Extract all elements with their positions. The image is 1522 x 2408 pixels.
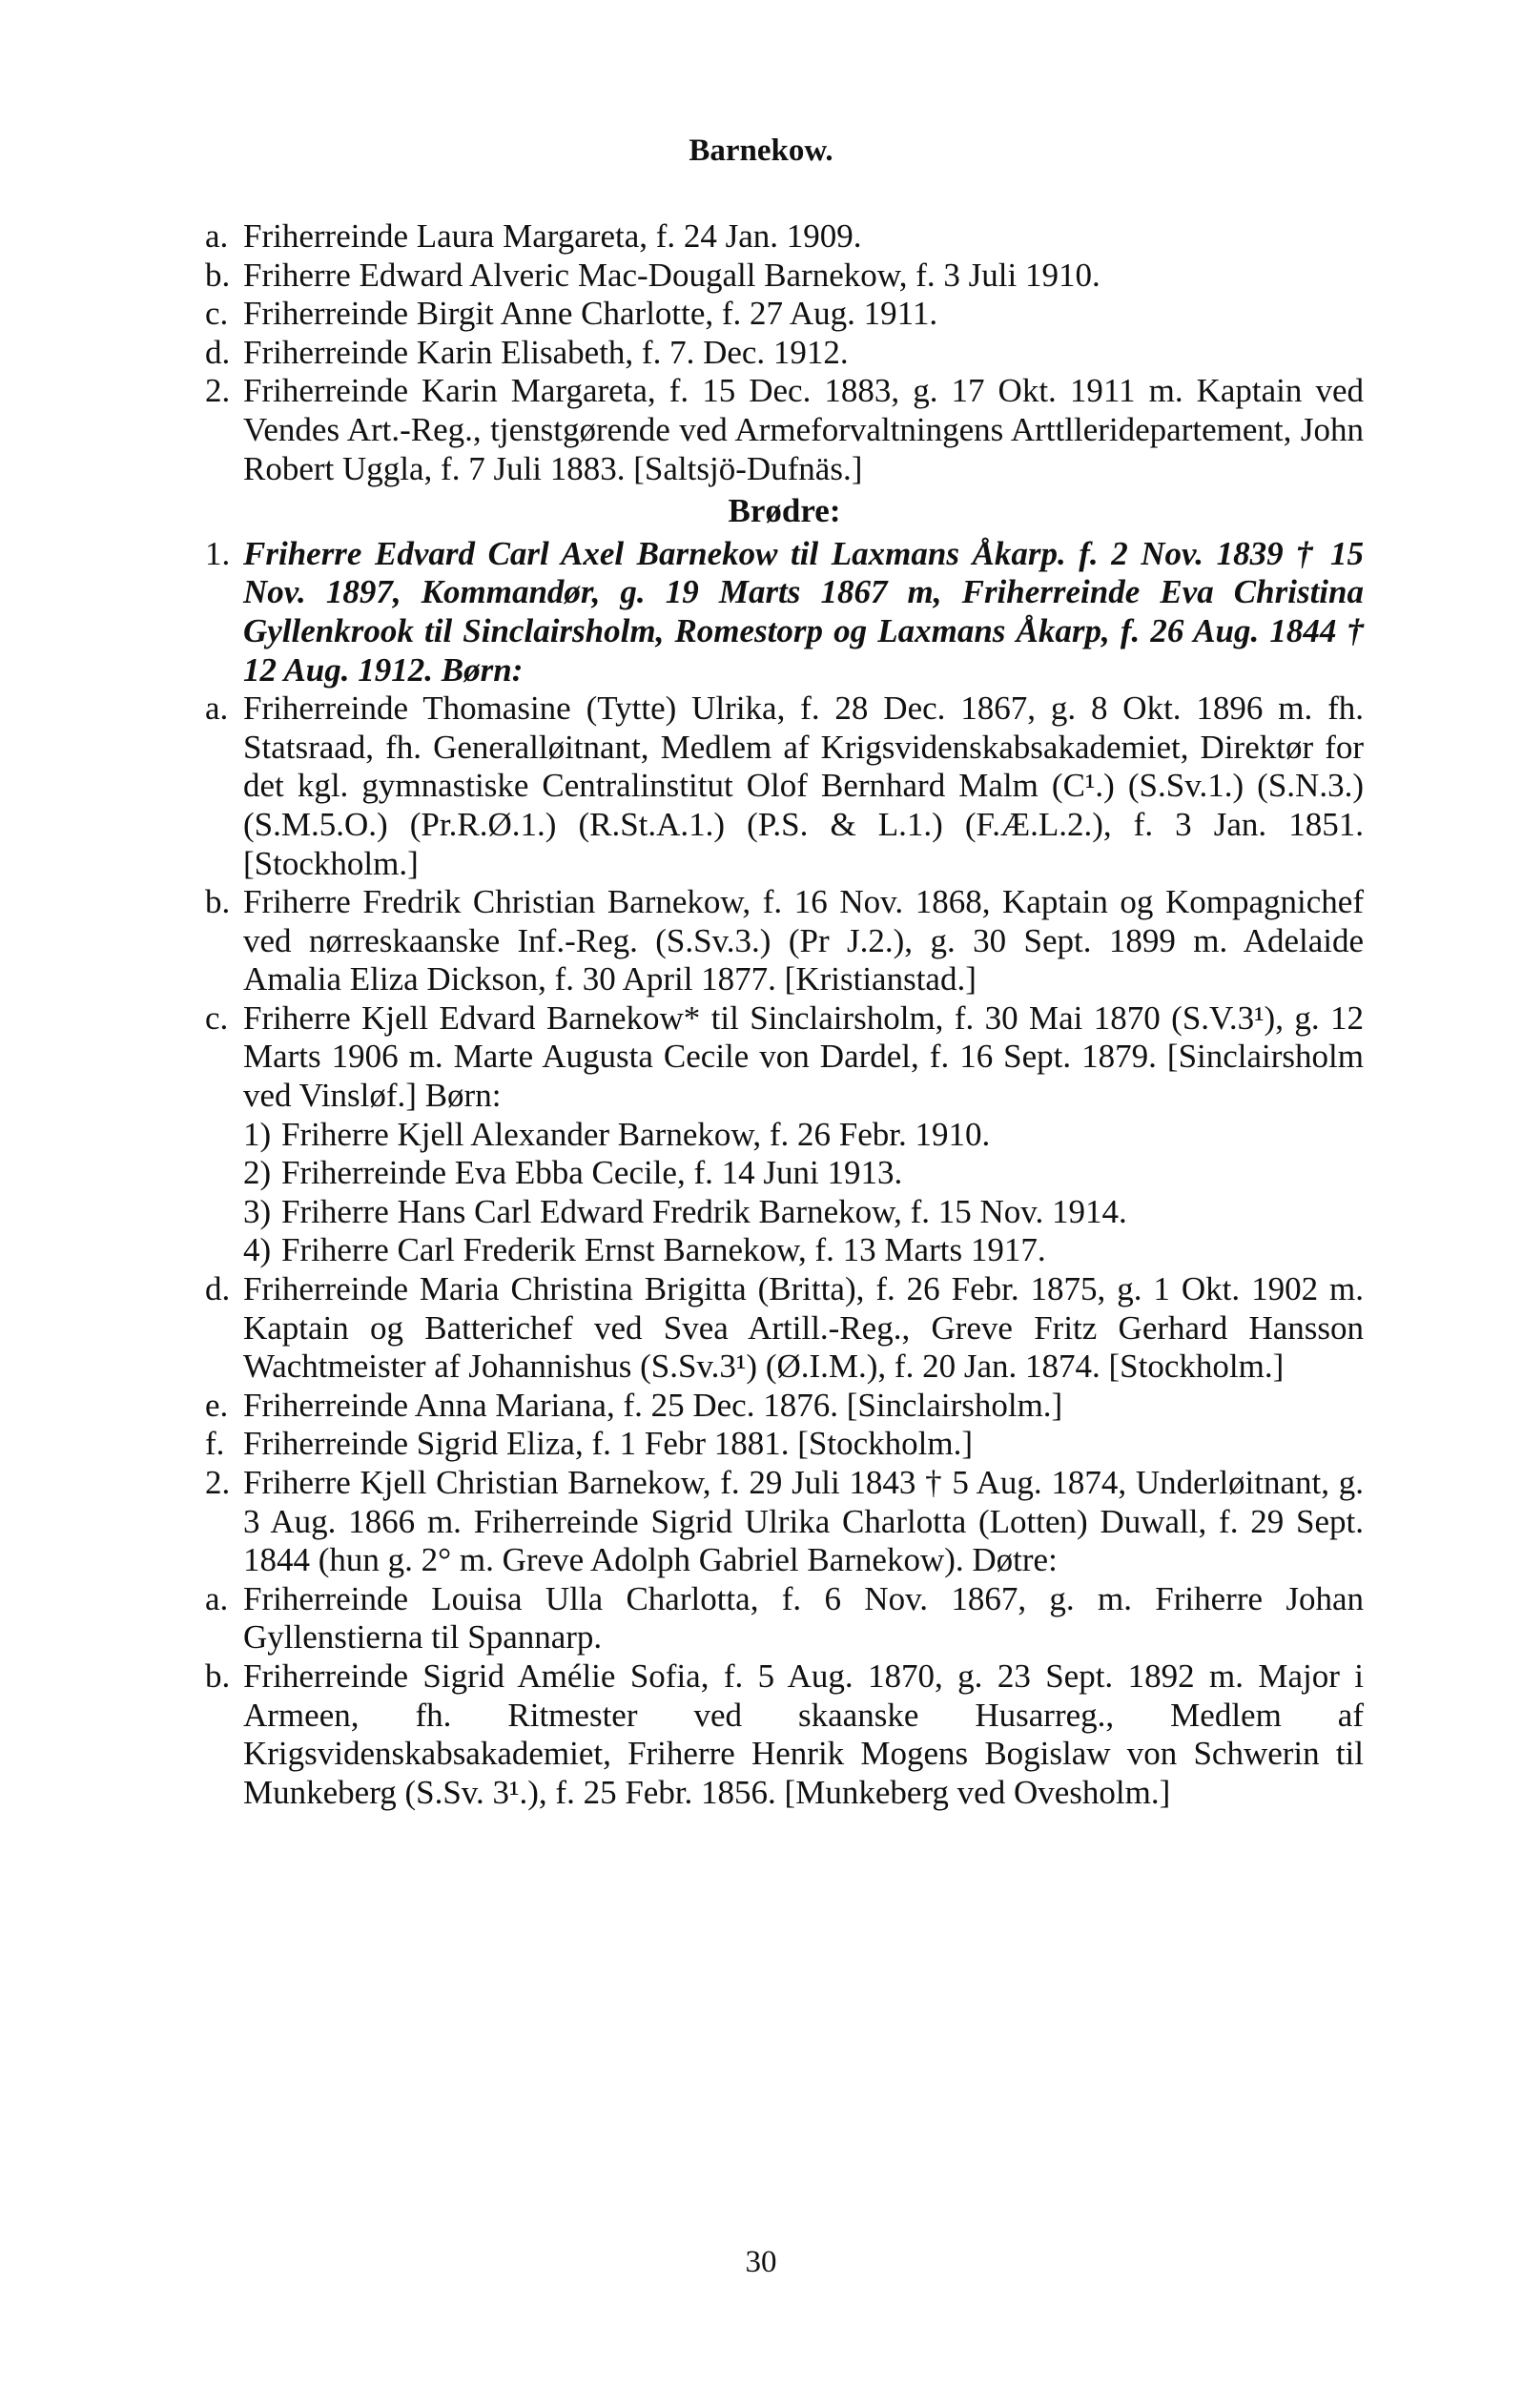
entry-label: a. <box>205 217 229 255</box>
entry-text: Friherre Fredrik Christian Barnekow, f. 16 Nov. 1868, Kaptain og Kompagnichef ved nørreskaanske Inf.-Reg. (S.Sv.3.) (Pr J.2.), g. 30 Sept. 1899 m. Adelaide Amalia Eliza Dickson, f. 30 April 1877. [Kristianstad.] <box>243 883 1364 998</box>
entry-list <box>205 217 1364 1812</box>
entry-text: Friherreinde Anna Mariana, f. 25 Dec. 1876. [Sinclairsholm.] <box>243 1386 1063 1424</box>
entry-text: Friherreinde Sigrid Eliza, f. 1 Febr 1881. [Stockholm.] <box>243 1425 973 1463</box>
entry-row <box>205 295 1364 334</box>
entry-text: Friherreinde Laura Margareta, f. 24 Jan. 1909. <box>243 217 862 255</box>
entry-label: d. <box>205 1270 231 1308</box>
entry-row <box>205 689 1364 883</box>
entry-row <box>205 1193 1364 1232</box>
entry-text: Friherre Kjell Christian Barnekow, f. 29 Juli 1843 † 5 Aug. 1874, Underløitnant, g. 3 Aug. 1866 m. Friherreinde Sigrid Ulrika Charlotta (Lotten) Duwall, f. 29 Sept. 1844 (hun g. 2° m. Greve Adolph Gabriel Barnekow). Døtre: <box>243 1464 1364 1579</box>
entry-row <box>205 1116 1364 1155</box>
page-heading: Barnekow. <box>689 134 833 168</box>
entry-row <box>205 1580 1364 1657</box>
section-heading <box>205 488 1364 535</box>
entry-text: Friherre Kjell Edvard Barnekow* til Sinclairsholm, f. 30 Mai 1870 (S.V.3¹), g. 12 Marts 1906 m. Marte Augusta Cecile von Dardel, f. 16 Sept. 1879. [Sinclairsholm ved Vinsløf.] Børn: <box>243 998 1364 1115</box>
entry-row <box>205 217 1364 257</box>
entry-label: 1) <box>243 1115 272 1153</box>
entry-text: Friherreinde Eva Ebba Cecile, f. 14 Juni 1913. <box>281 1154 903 1192</box>
entry-label: f. <box>205 1425 225 1463</box>
entry-row <box>205 999 1364 1116</box>
entry-row <box>205 535 1364 689</box>
entry-text: Friherre Kjell Alexander Barnekow, f. 26 Febr. 1910. <box>281 1115 991 1153</box>
entry-label: 1. <box>205 534 231 572</box>
entry-label: b. <box>205 883 231 921</box>
entry-label: 2. <box>205 372 231 410</box>
entry-label: 3) <box>243 1192 272 1230</box>
entry-row <box>205 372 1364 488</box>
entry-row <box>205 1231 1364 1270</box>
entry-row <box>205 257 1364 296</box>
entry-row <box>205 1657 1364 1812</box>
entry-label: b. <box>205 256 231 294</box>
entry-label: b. <box>205 1657 231 1695</box>
entry-row <box>205 1425 1364 1464</box>
entry-text: Friherreinde Thomasine (Tytte) Ulrika, f. 28 Dec. 1867, g. 8 Okt. 1896 m. fh. Statsraad, fh. Generalløitnant, Medlem af Krigsvidenskabsakademiet, Direktør for det kgl. gymnastiske Centralinstitut Olof Bernhard Malm (C¹.) (S.Sv.1.) (S.N.3.) (S.M.5.O.) (Pr.R.Ø.1.) (R.St.A.1.) (P.S. & L.1.) (F.Æ.L.2.), f. 3 Jan. 1851. [Stockholm.] <box>243 689 1364 882</box>
page-number: 30 <box>745 2245 777 2279</box>
entry-text: Friherreinde Karin Margareta, f. 15 Dec. 1883, g. 17 Okt. 1911 m. Kaptain ved Vendes Art.-Reg., tjenstgørende ved Armeforvaltningens Arttlleridepartement, John Robert Uggla, f. 7 Juli 1883. [Saltsjö-Dufnäs.] <box>243 372 1364 487</box>
entry-label: d. <box>205 333 231 371</box>
entry-label: e. <box>205 1386 229 1424</box>
entry-text: Friherreinde Maria Christina Brigitta (Britta), f. 26 Febr. 1875, g. 1 Okt. 1902 m. Kaptain og Batterichef ved Svea Artill.-Reg., Greve Fritz Gerhard Hansson Wachtmeister af Johannishus (S.Sv.3¹) (Ø.I.M.), f. 20 Jan. 1874. [Stockholm.] <box>243 1270 1364 1386</box>
entry-text: Friherreinde Karin Elisabeth, f. 7. Dec. 1912. <box>243 333 849 371</box>
section-heading-text: Brødre: <box>728 492 841 530</box>
entry-row <box>205 334 1364 373</box>
entry-label: a. <box>205 1579 229 1617</box>
entry-text: Friherre Edward Alveric Mac-Dougall Barnekow, f. 3 Juli 1910. <box>243 256 1100 294</box>
entry-label: a. <box>205 689 229 728</box>
entry-text: Friherre Edvard Carl Axel Barnekow til Laxmans Åkarp. f. 2 Nov. 1839 † 15 Nov. 1897, Kommandør, g. 19 Marts 1867 m, Friherreinde Eva Christina Gyllenkrook til Sinclairsholm, Romestorp og Laxmans Åkarp, f. 26 Aug. 1844 † 12 Aug. 1912. Børn: <box>243 534 1364 689</box>
entry-label: c. <box>205 295 229 333</box>
entry-row <box>205 1464 1364 1580</box>
entry-row <box>205 883 1364 999</box>
entry-label: 2. <box>205 1464 231 1501</box>
entry-text: Friherre Carl Frederik Ernst Barnekow, f. 13 Marts 1917. <box>281 1231 1046 1269</box>
entry-row <box>205 1387 1364 1426</box>
entry-label: c. <box>205 998 229 1037</box>
entry-row <box>205 1270 1364 1387</box>
entry-text: Friherreinde Louisa Ulla Charlotta, f. 6 Nov. 1867, g. m. Friherre Johan Gyllenstierna til Spannarp. <box>243 1579 1364 1657</box>
entry-text: Friherre Hans Carl Edward Fredrik Barnekow, f. 15 Nov. 1914. <box>281 1192 1127 1230</box>
entry-row <box>205 1154 1364 1193</box>
entry-text: Friherreinde Birgit Anne Charlotte, f. 27 Aug. 1911. <box>243 295 938 333</box>
entry-text: Friherreinde Sigrid Amélie Sofia, f. 5 Aug. 1870, g. 23 Sept. 1892 m. Major i Armeen, fh. Ritmester ved skaanske Husarreg., Medlem af Krigsvidenskabsakademiet, Friherre Henrik Mogens Bogislaw von Schwerin til Munkeberg (S.Sv. 3¹.), f. 25 Febr. 1856. [Munkeberg ved Ovesholm.] <box>243 1657 1364 1811</box>
entry-label: 4) <box>243 1231 272 1269</box>
entry-label: 2) <box>243 1154 272 1192</box>
